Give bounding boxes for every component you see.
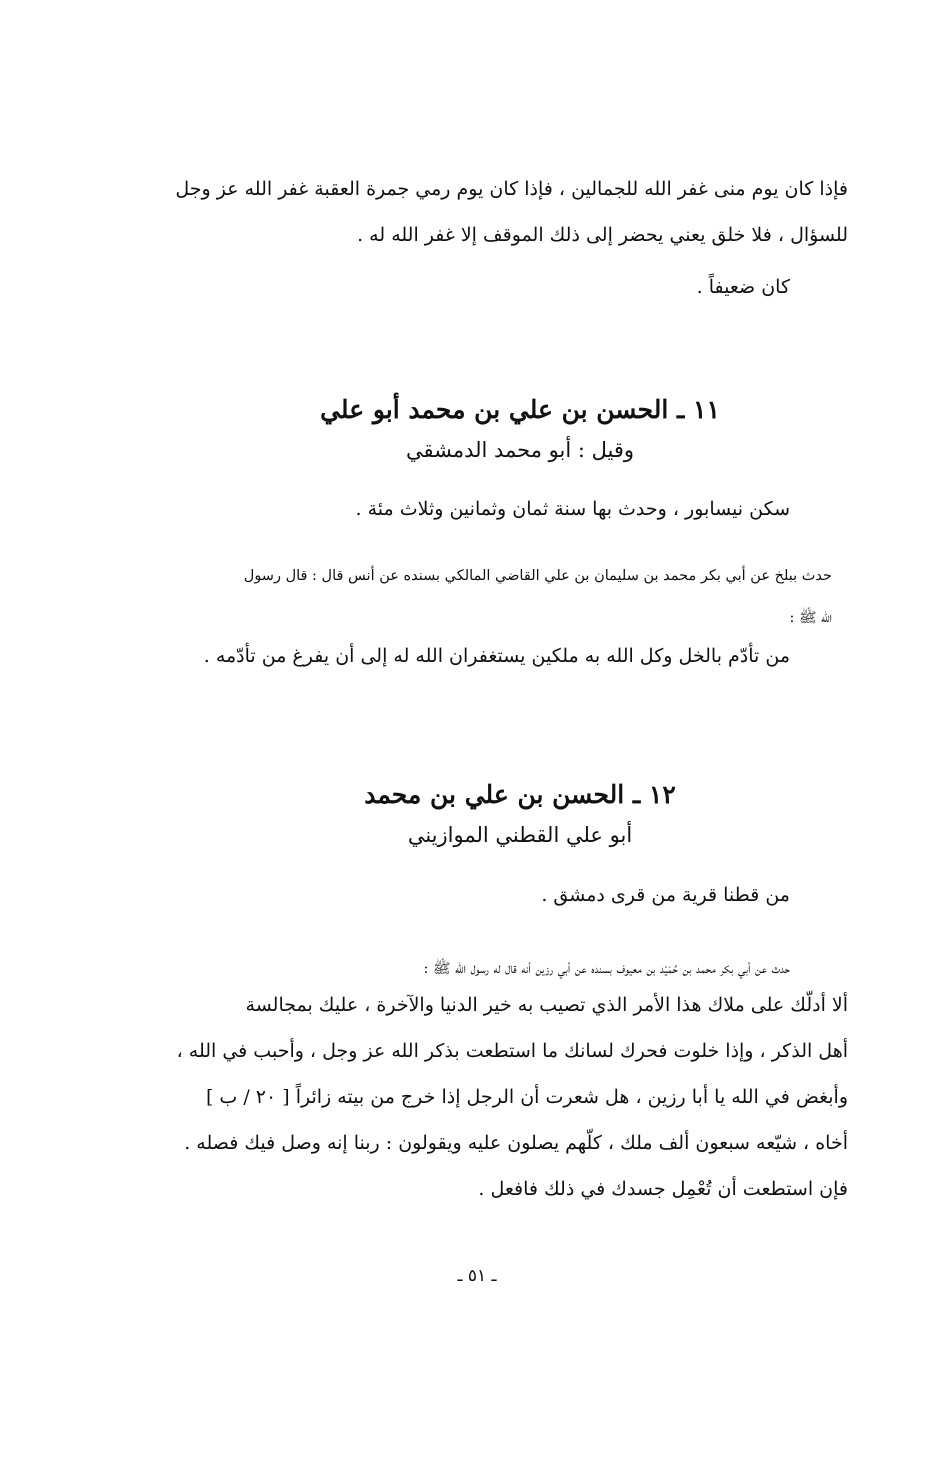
text-line: فإذا كان يوم منى غفر الله للجمالين ، فإذا كان يوم رمي جمرة العقبة غفر الله عز وجل bbox=[175, 178, 848, 200]
text-line: ألا أدلّك على ملاك هذا الأمر الذي تصيب به خير الدنيا والآخرة ، عليك بمجالسة bbox=[245, 994, 848, 1016]
entry-12-subtitle: أبو علي القطني الموازيني bbox=[407, 823, 633, 847]
entry-11-bio bbox=[190, 486, 790, 532]
entry-12-bio bbox=[190, 872, 790, 918]
text-line: حدث ببلخ عن أبي بكر محمد بن سليمان بن علي القاضي المالكي بسنده عن أنس قال : قال رسول bbox=[243, 568, 832, 584]
text-line: سكن نيسابور ، وحدث بها سنة ثمان وثمانين وثلاث مئة . bbox=[355, 498, 790, 520]
entry-12-hadith bbox=[138, 982, 848, 1212]
entry-11-title: ١١ ـ الحسن بن علي بن محمد أبو علي bbox=[320, 395, 720, 424]
text-line: كان ضعيفاً . bbox=[696, 276, 790, 298]
entry-11-subtitle: وقيل : أبو محمد الدمشقي bbox=[405, 438, 635, 462]
entry-12-heading bbox=[180, 775, 860, 855]
text-line: أهل الذكر ، وإذا خلوت فحرك لسانك ما استطعت بذكر الله عز وجل ، وأحبب في الله ، bbox=[176, 1040, 848, 1062]
intro-paragraph bbox=[138, 166, 848, 258]
text-line: أخاه ، شيّعه سبعون ألف ملك ، كلّهم يصلون عليه ويقولون : ربنا إنه وصل فيك فصله . bbox=[184, 1132, 848, 1154]
text-line: فإن استطعت أن تُعْمِل جسدك في ذلك فافعل . bbox=[478, 1178, 848, 1200]
entry-11-heading bbox=[180, 390, 860, 470]
intro-note bbox=[190, 264, 790, 310]
entry-11-hadith bbox=[130, 633, 790, 679]
entry-12-title: ١٢ ـ الحسن بن علي بن محمد bbox=[364, 780, 676, 809]
text-line: وأبغض في الله يا أبا رزين ، هل شعرت أن الرجل إذا خرج من بيته زائراً [ ٢٠ / ب ] bbox=[205, 1086, 848, 1108]
entry-11-isnad bbox=[132, 555, 832, 639]
text-line: من قطنا قرية من قرى دمشق . bbox=[541, 884, 790, 906]
page-number: ـ ٥١ ـ bbox=[457, 1266, 497, 1286]
text-line: للسؤال ، فلا خلق يعني يحضر إلى ذلك الموقف إلا غفر الله له . bbox=[357, 224, 848, 246]
text-line: الله ﷺ : bbox=[789, 610, 832, 626]
text-line: حدث عن أبي بكر محمد بن حُمَيْد بن معيوف بسنده عن أبي رزين أنه قال له رسول الله ﷺ : bbox=[423, 961, 790, 977]
text-line: من تأدّم بالخل وكل الله به ملكين يستغفران الله له إلى أن يفرغ من تأدّمه . bbox=[203, 645, 790, 667]
